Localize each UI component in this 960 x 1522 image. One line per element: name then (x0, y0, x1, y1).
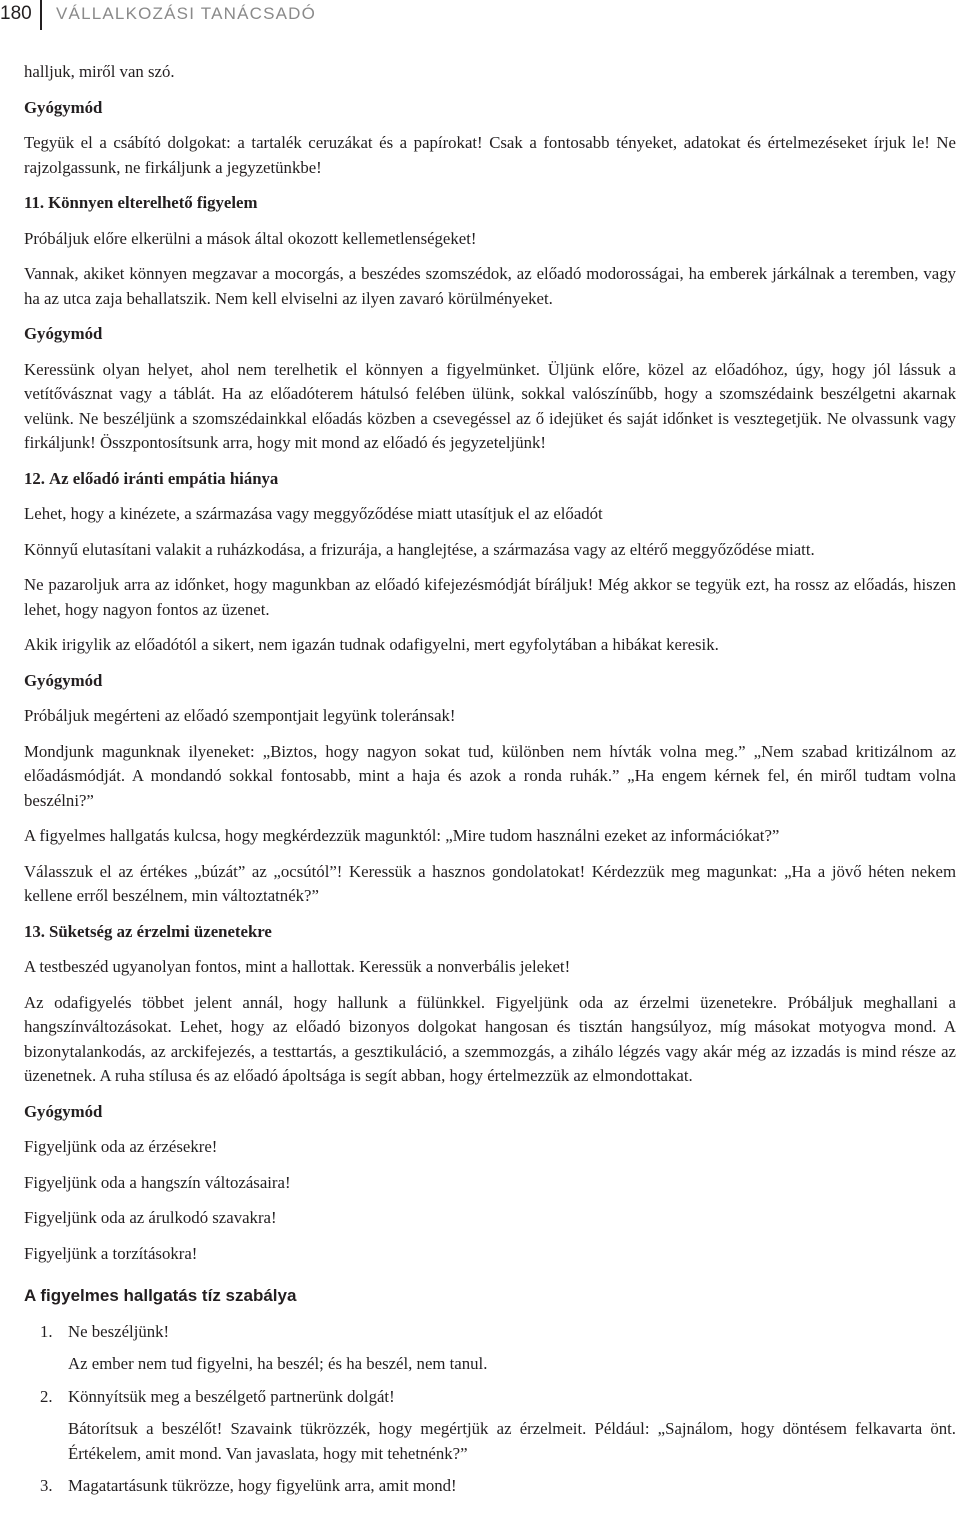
paragraph: Figyeljünk oda az érzésekre! (24, 1137, 218, 1156)
paragraph: Könnyű elutasítani valakit a ruházkodása, a frizurája, a hanglejtése, a származása vagy az eltérő meggyőződése miatt. (24, 539, 815, 559)
paragraph: Az odafigyelés többet jelent annál, hogy hallunk a fülünkkel. Figyeljünk oda az érzelmi üzenetekre. Próbáljuk meghallani a hangszínváltozásokat. Lehet, hogy az előadó bizonyos dolgokat hangosan és tisztán hangsúlyoz, míg másokat motyogva mond. A bizonytalankodás, az arckifejezés, a testtartás, a gesztikuláció, a szemmozgás, a zihálo légzés vagy akár még az izzadás is mind része az üzenetnek. A ruha stílusa és az előadó ápoltsága is segít abban, hogy értelmezzük az elmondottakat. (24, 992, 956, 1085)
section-heading-13 (24, 920, 956, 945)
paragraph: Tegyük el a csábító dolgokat: a tartalék ceruzákat és a papírokat! Csak a fontosabb tényeket, adatokat és értelmezéseket írjuk le! Ne rajzolgassunk, ne firkáljunk a jegyzetünkbe! (24, 133, 956, 177)
paragraph: A testbeszéd ugyanolyan fontos, mint a hallottak. Keressük a nonverbális jeleket! (24, 957, 571, 976)
page-header (0, 0, 960, 30)
section-title: Könnyen elterelhető figyelem (48, 193, 258, 212)
paragraph: Lehet, hogy a kinézete, a származása vagy meggyőződése miatt utasítjuk el az előadót (24, 504, 603, 523)
paragraph: Vannak, akiket könnyen megzavar a mocorgás, a beszédes szomszédok, az előadó modorosságai, ha emberek járkálnak a teremben, vagy ha az utca zaja behallatszik. Nem kell elviselni az ilyen zavaró körülményeket. (24, 264, 956, 308)
section-heading-11 (24, 191, 956, 216)
cure-heading: Gyógymód (24, 324, 103, 343)
paragraph: Próbáljuk előre elkerülni a mások által okozott kellemetlenségeket! (24, 228, 477, 248)
rules-list (24, 1320, 956, 1499)
rules-title: A figyelmes hallgatás tíz szabálya (24, 1286, 297, 1305)
list-number: 1. (40, 1321, 53, 1341)
paragraph: Figyeljünk oda az árulkodó szavakra! (24, 1208, 277, 1227)
cure-heading: Gyógymód (24, 670, 103, 690)
paragraph: A figyelmes hallgatás kulcsa, hogy megkérdezzük magunktól: „Mire tudom használni ezeket az információkat?” (24, 826, 780, 845)
cure-heading: Gyógymód (24, 1101, 103, 1121)
paragraph: Próbáljuk megérteni az előadó szempontjait legyünk toleránsak! (24, 706, 456, 725)
rule-title: Ne beszéljünk! (68, 1321, 170, 1341)
section-title: Az előadó iránti empátia hiánya (48, 468, 279, 488)
section-number: 11. (24, 193, 45, 212)
paragraph: Mondjunk magunknak ilyeneket: „Biztos, hogy nagyon sokat tud, különben nem hívták volna meg.” „Nem szabad kritizálnom az előadásmódját. A mondandó sokkal fontosabb, mint a haja és azok a ronda ruhák.” „Ha engem kérnek fel, én miről tudtam volna beszélni?” (24, 741, 956, 810)
paragraph: Figyeljünk a torzításokra! (24, 1243, 198, 1263)
rule-title: Könnyítsük meg a beszélgető partnerünk dolgát! (68, 1386, 395, 1406)
rule-title: Magatartásunk tükrözze, hogy figyelünk arra, amit mond! (68, 1476, 457, 1495)
list-number: 3. (40, 1476, 53, 1495)
list-number: 2. (40, 1386, 53, 1406)
list-item (24, 1474, 956, 1499)
paragraph: halljuk, miről van szó. (24, 62, 175, 81)
paragraph: Akik irigylik az előadótól a sikert, nem igazán tudnak odafigyelni, mert egyfolytában a hibákat keresik. (24, 635, 719, 654)
section-number: 13. (24, 921, 45, 941)
cure-heading: Gyógymód (24, 97, 103, 117)
rule-text: Bátorítsuk a beszélőt! Szavaink tükrözzék, hogy megértjük az érzelmeit. Például: „Sajnálom, hogy döntésem felkavarta önt. Értékelem, amit mond. Van javaslata, hogy mit tehetnénk?” (68, 1419, 956, 1463)
section-heading-12 (24, 467, 956, 492)
section-number: 12. (24, 468, 45, 488)
page-content (24, 60, 956, 1507)
paragraph: Ne pazaroljuk arra az időnket, hogy magunkban az előadó kifejezésmódját bíráljuk! Még akkor se tegyük ezt, ha rossz az előadás, hiszen lehet, hogy nagyon fontos az üzenet. (24, 575, 956, 619)
paragraph: Figyeljünk oda a hangszín változásaira! (24, 1172, 291, 1192)
page-number: 180 (0, 3, 32, 24)
running-title: VÁLLALKOZÁSI TANÁCSADÓ (56, 4, 317, 23)
paragraph: Keressünk olyan helyet, ahol nem terelhetik el könnyen a figyelmünket. Üljünk előre, közel az előadóhoz, úgy, hogy jól lássuk a vetítővásznat vagy a táblát. Ha az előadóterem hátulsó felében ülünk, sokkal valószínűbb, hogy a szomszédaink beszélgetni akarnak velünk. Ne beszéljünk a szomszédainkkal előadás közben a csevegéssel az ő idejüket és saját időnket is vesztegetjük. Ne olvassunk vagy firkáljunk! Összpontosítsunk arra, hogy mit mond az előadó és jegyzeteljünk! (24, 359, 956, 452)
header-divider (40, 0, 42, 30)
section-title: Süketség az érzelmi üzenetekre (48, 921, 272, 941)
list-item (24, 1385, 956, 1467)
paragraph: Válasszuk el az értékes „búzát” az „ocsútól”! Keressük a hasznos gondolatokat! Kérdezzük meg magunkat: „Ha a jövő héten nekem kellene erről beszélnem, min változtatnék?” (24, 861, 956, 905)
rule-text: Az ember nem tud figyelni, ha beszél; és ha beszél, nem tanul. (68, 1354, 488, 1373)
list-item (24, 1320, 956, 1377)
